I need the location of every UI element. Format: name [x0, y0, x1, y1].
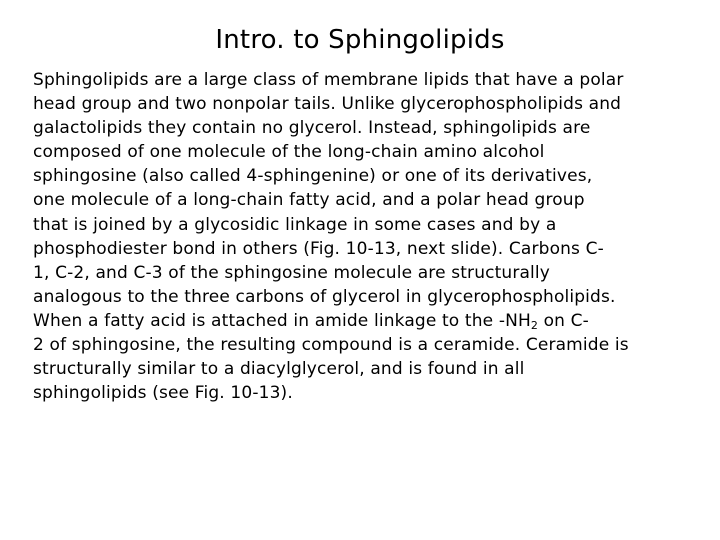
subscript-2: 2: [530, 318, 539, 332]
body-line-text-after: on C-: [538, 310, 589, 331]
body-line: structurally similar to a diacylglycerol, and is found in all: [33, 359, 525, 380]
body-line: phosphodiester bond in others (Fig. 10-13, next slide). Carbons C-: [33, 238, 604, 259]
body-line: composed of one molecule of the long-chain amino alcohol: [33, 142, 545, 163]
body-line: sphingosine (also called 4-sphingenine) or one of its derivatives,: [33, 166, 593, 187]
body-line-with-subscript: [33, 309, 701, 333]
body-line: Sphingolipids are a large class of membrane lipids that have a polar: [33, 70, 624, 90]
body-line: head group and two nonpolar tails. Unlike glycerophospholipids and: [33, 94, 622, 115]
body-line-text-before: When a fatty acid is attached in amide linkage to the -NH: [33, 310, 531, 331]
body-line: 2 of sphingosine, the resulting compound is a ceramide. Ceramide is: [33, 335, 629, 356]
body-line: one molecule of a long-chain fatty acid, and a polar head group: [33, 190, 585, 211]
body-line: sphingolipids (see Fig. 10-13).: [33, 383, 293, 404]
body-line: analogous to the three carbons of glycerol in glycerophospholipids.: [33, 286, 616, 307]
body-line: 1, C-2, and C-3 of the sphingosine molecule are structurally: [33, 262, 551, 283]
slide-body-text: [33, 68, 701, 405]
body-line: that is joined by a glycosidic linkage in some cases and by a: [33, 214, 557, 235]
body-line: galactolipids they contain no glycerol. Instead, sphingolipids are: [33, 118, 591, 139]
slide-title: Intro. to Sphingolipids: [215, 25, 505, 55]
